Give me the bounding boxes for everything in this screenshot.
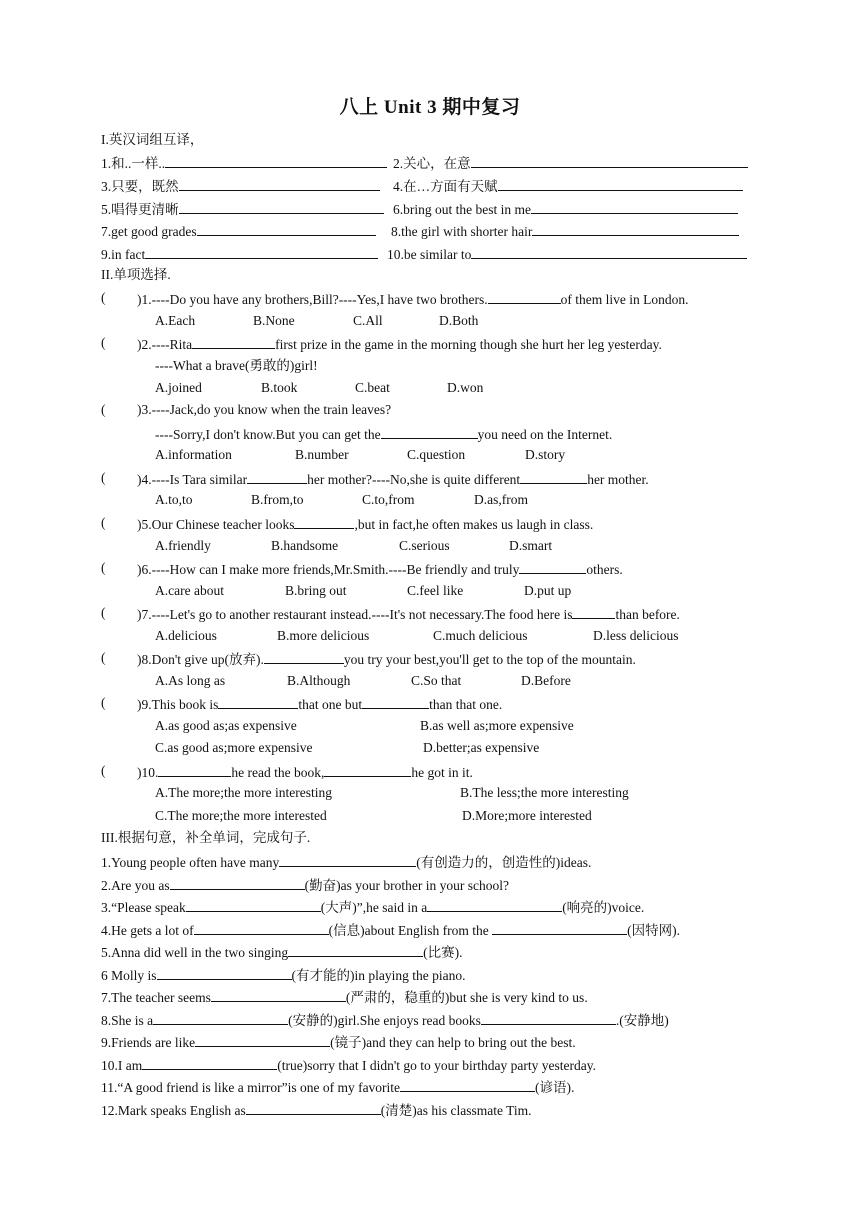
answer-paren: ( [101,650,106,665]
answer-blank[interactable] [179,176,380,191]
answer-blank[interactable] [197,221,376,236]
option-a[interactable]: A.The more;the more interesting [155,785,332,800]
answer-paren: ( [101,290,106,305]
option-d[interactable]: D.Both [439,313,479,328]
question-7 [137,604,680,624]
question-9 [137,694,502,714]
answer-paren: ( [101,560,106,575]
sentence-text: 1.Young people often have many [101,855,280,870]
question-5 [137,514,593,534]
answer-blank[interactable] [572,604,615,619]
answer-blank[interactable] [498,176,743,191]
answer-blank[interactable] [145,244,378,259]
answer-blank[interactable] [158,762,231,777]
answer-blank[interactable] [170,875,305,890]
option-b[interactable]: B.from,to [251,492,304,507]
answer-blank[interactable] [362,694,429,709]
answer-blank[interactable] [481,1010,616,1025]
option-a[interactable]: A.information [155,447,232,462]
question-text: of them live in London. [560,292,689,307]
sentence-text: 9.Friends are like [101,1035,196,1050]
sentence-text: 10.I am [101,1058,143,1073]
sentence-5 [101,942,462,962]
answer-blank[interactable] [531,199,738,214]
sentence-text: (严肃的，稳重的)but she is very kind to us. [345,990,588,1005]
option-b[interactable]: B.as well as;more expensive [420,718,574,733]
question-text: ,but in fact,he often makes us laugh in class. [354,517,594,532]
vocab-item-2 [393,153,748,173]
answer-blank[interactable] [381,424,478,439]
question-text: others. [586,562,623,577]
vocab-label: 8.the girl with shorter hair [391,224,533,239]
answer-blank[interactable] [294,514,354,529]
vocab-label: 10.be similar to [387,247,472,262]
option-b[interactable]: B.more delicious [277,628,370,643]
option-d[interactable]: D.story [525,447,566,462]
answer-paren: ( [101,515,106,530]
sentence-text: 11.“A good friend is like a mirror”is one of my favorite [101,1080,401,1095]
sentence-text: (true)sorry that I didn't go to your birthday party yesterday. [277,1058,596,1073]
question-text: )6.----How can I make more friends,Mr.Smith.----Be friendly and truly [137,562,520,577]
sentence-text: (比赛). [423,945,463,960]
option-b[interactable]: B.took [261,380,298,395]
option-a[interactable]: A.As long as [155,673,226,688]
answer-paren: ( [101,402,106,417]
answer-blank[interactable] [157,965,292,980]
sentence-text: (有创造力的，创造性的)ideas. [416,855,592,870]
sentence-text: (响亮的)voice. [562,900,645,915]
question-text: )4.----Is Tara similar [137,472,248,487]
option-b[interactable]: B.handsome [271,538,339,553]
option-d[interactable]: D.better;as expensive [423,740,540,755]
option-c[interactable]: C.serious [399,538,450,553]
answer-blank[interactable] [532,221,739,236]
sentence-text: 7.The teacher seems [101,990,211,1005]
answer-blank[interactable] [153,1010,288,1025]
answer-blank[interactable] [471,153,748,168]
answer-blank[interactable] [179,199,384,214]
answer-blank[interactable] [194,920,329,935]
answer-blank[interactable] [186,897,321,912]
vocab-item-8 [391,221,739,241]
question-text: than that one. [429,697,503,712]
answer-paren: ( [101,470,106,485]
question-text: )8.Don't give up(放弃). [137,652,264,667]
option-b[interactable]: B.bring out [285,583,347,598]
question-text: you try your best,you'll get to the top of the mountain. [343,652,636,667]
sentence-text: 5.Anna did well in the two singing [101,945,289,960]
question-2 [137,334,662,354]
answer-blank[interactable] [488,289,561,304]
answer-blank[interactable] [246,1100,381,1115]
question-text: )2.----Rita [137,337,193,352]
option-d[interactable]: D.won [447,380,484,395]
option-b[interactable]: B.number [295,447,349,462]
sentence-text: (有才能的)in playing the piano. [291,968,466,983]
section2-heading: II.单项选择. [101,267,171,282]
sentence-12 [101,1100,531,1120]
vocab-label: 9.in fact [101,247,146,262]
answer-paren: ( [101,605,106,620]
option-c[interactable]: C.All [353,313,383,328]
option-b[interactable]: B.The less;the more interesting [460,785,629,800]
sentence-text: 6 Molly is [101,968,157,983]
question-text: ----Sorry,I don't know.But you can get the [155,427,381,442]
option-d[interactable]: D.put up [524,583,572,598]
question-text: that one but [298,697,363,712]
question-text: you need on the Internet. [477,427,613,442]
sentence-4 [101,920,680,940]
sentence-text: .(安静地) [615,1013,669,1028]
sentence-2 [101,875,509,895]
option-c[interactable]: C.to,from [362,492,415,507]
vocab-item-5 [101,199,384,219]
sentence-text: (镜子)and they can help to bring out the best. [330,1035,576,1050]
vocab-label: 6.bring out the best in me [393,202,531,217]
option-c[interactable]: C.beat [355,380,390,395]
page-title: 八上 Unit 3 期中复习 [339,97,521,118]
answer-blank[interactable] [400,1077,535,1092]
sentence-9 [101,1032,576,1052]
question-text: )7.----Let's go to another restaurant instead.----It's not necessary.The food here is [137,607,573,622]
question-3-line2 [155,424,612,444]
question-10 [137,762,473,782]
vocab-label: 7.get good grades [101,224,197,239]
sentence-11 [101,1077,574,1097]
sentence-text: (因特网). [627,923,680,938]
vocab-item-1 [101,153,387,173]
vocab-item-4 [393,176,743,196]
section1-heading: I.英汉词组互译， [101,132,204,147]
option-a[interactable]: A.to,to [155,492,193,507]
answer-blank[interactable] [492,920,627,935]
option-c[interactable]: C.feel like [407,583,464,598]
answer-blank[interactable] [427,897,562,912]
sentence-1 [101,852,591,872]
question-3: )3.----Jack,do you know when the train leaves? [137,402,392,417]
question-text: )5.Our Chinese teacher looks [137,517,295,532]
sentence-text: 8.She is a [101,1013,154,1028]
option-a[interactable]: A.delicious [155,628,217,643]
vocab-item-10 [387,244,747,264]
question-text: )9.This book is [137,697,219,712]
option-a[interactable]: A.friendly [155,538,211,553]
option-d[interactable]: D.smart [509,538,553,553]
question-text: her mother. [587,472,649,487]
answer-blank[interactable] [324,762,411,777]
question-text: than before. [615,607,680,622]
question-text: ----What a brave(勇敢的)girl! [155,358,318,373]
question-text: her mother?----No,she is quite different [307,472,521,487]
sentence-text: (清楚)as his classmate Tim. [380,1103,532,1118]
section3-heading: III.根据句意，补全单词，完成句子. [101,830,311,845]
option-a[interactable]: A.as good as;as expensive [155,718,297,733]
sentence-text: (大声)”,he said in a [320,900,428,915]
answer-blank[interactable] [519,559,586,574]
option-d[interactable]: D.Before [521,673,571,688]
sentence-text: 2.Are you as [101,878,170,893]
question-1 [137,289,689,309]
vocab-item-7 [101,221,376,241]
answer-blank[interactable] [211,987,346,1002]
option-c[interactable]: C.question [407,447,466,462]
answer-blank[interactable] [279,852,416,867]
answer-blank[interactable] [471,244,747,259]
option-d[interactable]: D.as,from [474,492,528,507]
vocab-label: 4.在…方面有天赋 [393,179,498,194]
answer-blank[interactable] [142,1055,277,1070]
answer-paren: ( [101,335,106,350]
vocab-label: 2.关心，在意 [393,156,471,171]
question-6 [137,559,623,579]
sentence-text: 4.He gets a lot of [101,923,194,938]
question-8 [137,649,636,669]
option-a[interactable]: A.joined [155,380,202,395]
sentence-text: 3.“Please speak [101,900,186,915]
sentence-10 [101,1055,596,1075]
question-text: first prize in the game in the morning though she hurt her leg yesterday. [275,337,662,352]
vocab-item-6 [393,199,738,219]
option-d[interactable]: D.More;more interested [462,808,592,823]
question-text: he got in it. [411,765,473,780]
answer-blank[interactable] [247,469,307,484]
question-text: )1.----Do you have any brothers,Bill?----Yes,I have two brothers. [137,292,488,307]
vocab-label: 1.和..一样.. [101,156,166,171]
sentence-text: (勤奋)as your brother in your school? [304,878,509,893]
sentence-text: (信息)about English from the [328,923,493,938]
answer-paren: ( [101,695,106,710]
option-c[interactable]: C.So that [411,673,462,688]
option-d[interactable]: D.less delicious [593,628,679,643]
answer-blank[interactable] [520,469,587,484]
vocab-item-9 [101,244,378,264]
answer-blank[interactable] [288,942,423,957]
sentence-8 [101,1010,669,1030]
sentence-text: (安静的)girl.She enjoys read books [288,1013,481,1028]
sentence-7 [101,987,588,1007]
option-a[interactable]: A.care about [155,583,224,598]
vocab-label: 5.唱得更清晰 [101,202,179,217]
option-c[interactable]: C.The more;the more interested [155,808,327,823]
option-a[interactable]: A.Each [155,313,196,328]
question-text: )10. [137,765,159,780]
sentence-text: 12.Mark speaks English as [101,1103,246,1118]
answer-blank[interactable] [192,334,275,349]
answer-blank[interactable] [165,153,387,168]
sentence-6 [101,965,466,985]
option-b[interactable]: B.Although [287,673,351,688]
question-text: he read the book, [231,765,325,780]
option-c[interactable]: C.as good as;more expensive [155,740,313,755]
sentence-text: (谚语). [535,1080,575,1095]
option-b[interactable]: B.None [253,313,295,328]
vocab-item-3 [101,176,380,196]
sentence-3 [101,897,644,917]
answer-blank[interactable] [264,649,344,664]
question-4 [137,469,649,489]
answer-blank[interactable] [218,694,298,709]
answer-paren: ( [101,763,106,778]
vocab-label: 3.只要，既然 [101,179,179,194]
option-c[interactable]: C.much delicious [433,628,528,643]
answer-blank[interactable] [195,1032,330,1047]
